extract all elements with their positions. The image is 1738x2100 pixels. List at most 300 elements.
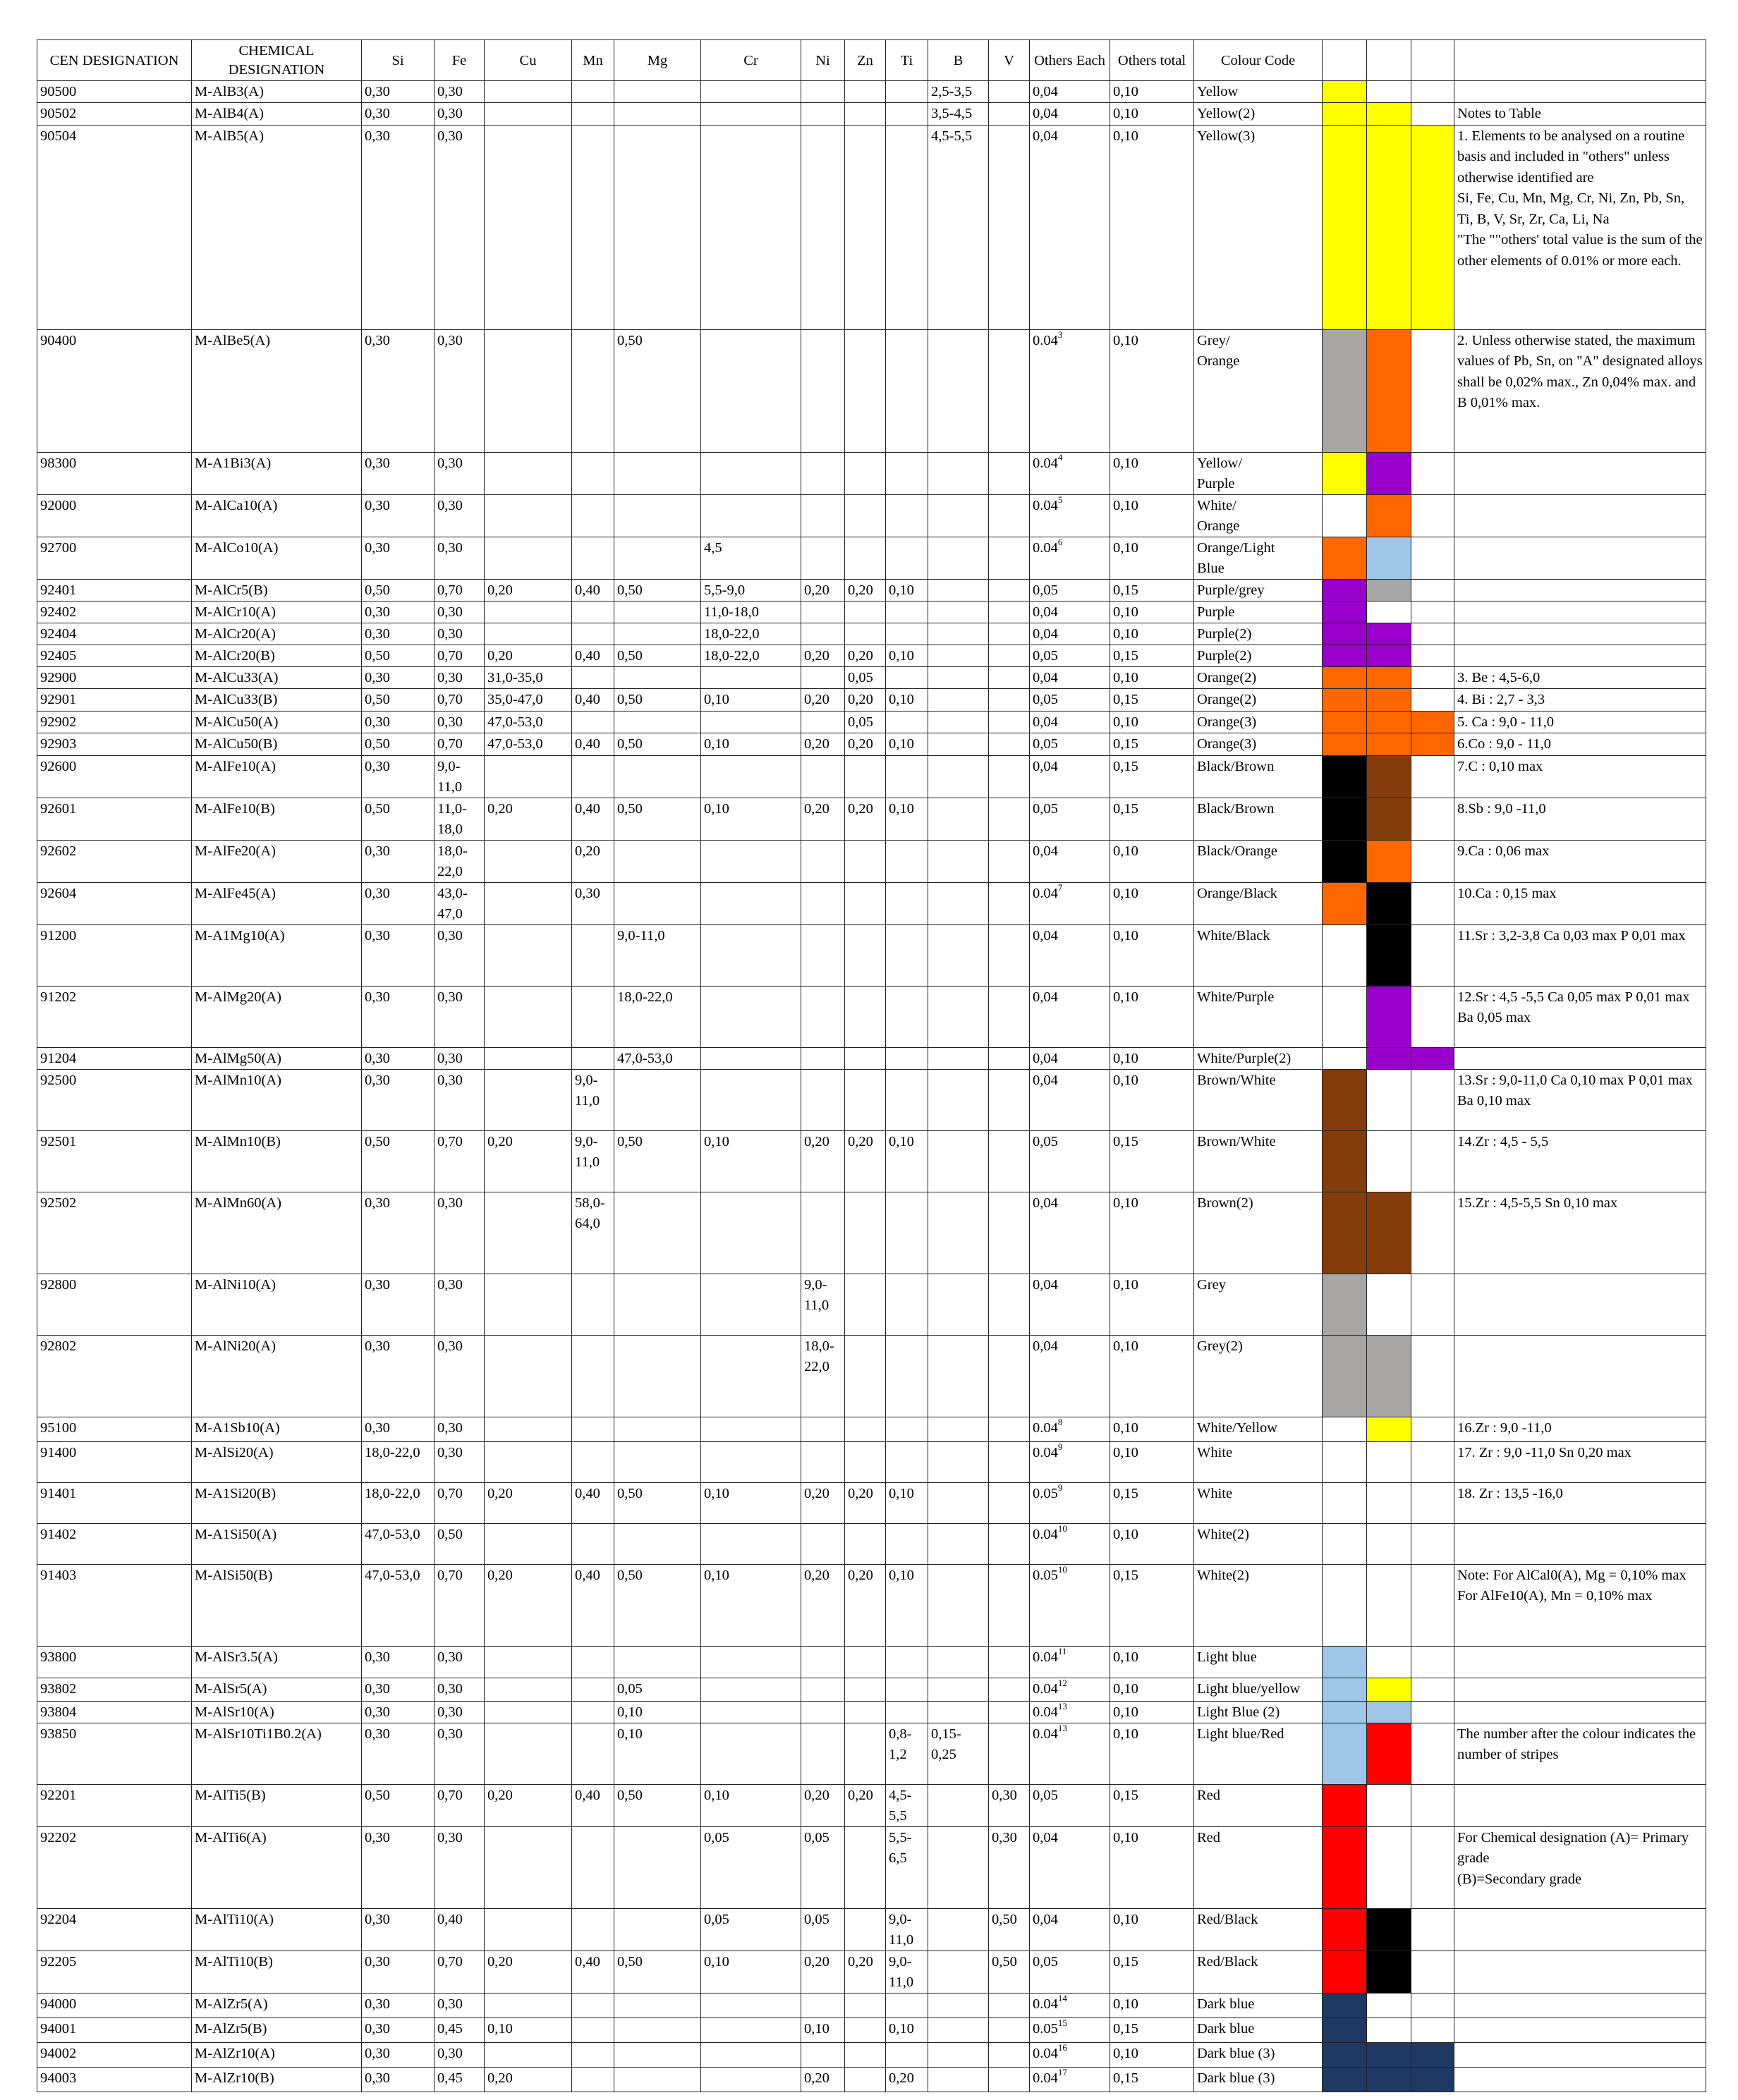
- colour-stripe-1: [1323, 1417, 1367, 1441]
- cr-cell: [701, 1274, 801, 1335]
- colour-stripe-2: [1367, 1951, 1411, 1993]
- cell-text: 0.04: [1033, 332, 1058, 348]
- cell-text: M-A1Bi3(A): [195, 455, 272, 471]
- b-cell: [928, 2067, 989, 2092]
- cell-text: Orange: [1197, 353, 1240, 369]
- v-cell: [989, 733, 1030, 756]
- cell-text: 91403: [40, 1567, 77, 1583]
- table-row: [37, 986, 1706, 1047]
- colour-code-cell: [1194, 1784, 1323, 1826]
- colour-stripe-1: [1323, 1993, 1367, 2017]
- cell-text: 0,50: [365, 692, 390, 707]
- chemical-designation-cell: [192, 537, 362, 579]
- ni-cell: [801, 329, 845, 452]
- cell-text: M-AlCr10(A): [195, 604, 276, 620]
- cell-text: Grey/: [1197, 332, 1230, 348]
- table-row: [37, 755, 1706, 798]
- colour-code-cell: [1194, 986, 1323, 1047]
- cr-cell: [701, 1047, 801, 1069]
- cen-designation-cell: [37, 1130, 192, 1192]
- v-cell: [989, 601, 1030, 623]
- colour-stripe-1: [1323, 1951, 1367, 1993]
- colour-code-cell: [1194, 494, 1323, 537]
- cell-text: 0,04: [1033, 1072, 1058, 1088]
- header-cell: Cr: [701, 40, 801, 81]
- cell-text: 0,50: [617, 800, 643, 817]
- b-cell: [928, 2042, 989, 2067]
- chemical-designation-cell: [192, 1993, 362, 2017]
- colour-stripe-3: [1411, 1417, 1454, 1441]
- b-cell: [928, 882, 989, 924]
- ni-cell: [801, 798, 845, 840]
- others-total-cell: [1110, 2067, 1194, 2092]
- cell-text: 0,10: [704, 1953, 729, 1970]
- cen-designation-cell: [37, 755, 192, 798]
- b-cell: [928, 1069, 989, 1130]
- zn-cell: [845, 1130, 886, 1192]
- b-cell: [928, 689, 989, 712]
- cen-designation-cell: [37, 1441, 192, 1482]
- cell-text: 0,50: [365, 1787, 390, 1803]
- cell-text: 0,30: [365, 2045, 390, 2061]
- ti-cell: [886, 711, 928, 733]
- cell-text: 4,5: [704, 539, 722, 556]
- cr-cell: [701, 2017, 801, 2042]
- cell-text: 0,10: [1113, 1276, 1138, 1293]
- cell-text: Yellow(2): [1197, 106, 1256, 121]
- note-cell: [1454, 924, 1706, 986]
- table-row: [37, 2042, 1706, 2067]
- colour-code-cell: [1194, 1482, 1323, 1523]
- cell-text: 92800: [40, 1276, 77, 1293]
- si-cell: [362, 1069, 435, 1130]
- cell-text: 0,30: [437, 1338, 463, 1354]
- colour-stripe-3: [1411, 601, 1454, 623]
- mg-cell: [614, 1047, 701, 1069]
- cell-text: 0,20: [848, 1485, 873, 1501]
- others-total-cell: [1110, 537, 1194, 579]
- cell-text: 11,0: [437, 779, 463, 795]
- cell-text: 0,30: [437, 1420, 463, 1436]
- colour-stripe-3: [1411, 689, 1454, 712]
- cell-text: 0.04: [1033, 455, 1058, 471]
- cell-text: 92901: [40, 692, 77, 707]
- mg-cell: [614, 1701, 701, 1723]
- cell-text: 0,30: [437, 1444, 463, 1460]
- cell-text: 22,0: [804, 1358, 830, 1374]
- table-row: [37, 882, 1706, 924]
- table-row: [37, 1701, 1706, 1723]
- si-cell: [362, 1482, 435, 1523]
- ti-cell: [886, 1130, 928, 1192]
- cell-text: 0,50: [992, 1953, 1017, 1970]
- cell-text: 0,15: [1113, 582, 1138, 598]
- cell-text: 11,0: [575, 1154, 600, 1170]
- colour-stripe-2: [1367, 1335, 1411, 1417]
- fe-cell: [435, 452, 485, 494]
- b-cell: [928, 1908, 989, 1951]
- others-total-cell: [1110, 689, 1194, 712]
- colour-stripe-1: [1323, 452, 1367, 494]
- zn-cell: [845, 537, 886, 579]
- others-each-cell: [1030, 1482, 1110, 1523]
- cr-cell: [701, 755, 801, 798]
- chemical-designation-cell: [192, 1701, 362, 1723]
- colour-stripe-3: [1411, 2067, 1454, 2092]
- others-each-cell: [1030, 798, 1110, 840]
- others-each-cell: [1030, 986, 1110, 1047]
- zn-cell: [845, 1069, 886, 1130]
- cell-text: M-AlBe5(A): [195, 332, 271, 348]
- cell-text: 0,45: [437, 2020, 463, 2037]
- colour-stripe-3: [1411, 537, 1454, 579]
- ni-cell: [801, 1130, 845, 1192]
- mn-cell: [572, 537, 614, 579]
- colour-stripe-1: [1323, 1192, 1367, 1274]
- v-cell: [989, 882, 1030, 924]
- colour-stripe-3: [1411, 1993, 1454, 2017]
- ti-cell: [886, 1701, 928, 1723]
- footnote-reference: 14: [1057, 1993, 1067, 2003]
- mn-cell: [572, 1826, 614, 1908]
- v-cell: [989, 623, 1030, 645]
- cell-text: 0,10: [1113, 1195, 1138, 1211]
- cu-cell: [485, 1523, 572, 1564]
- fe-cell: [435, 1723, 485, 1784]
- mg-cell: [614, 1678, 701, 1701]
- cell-text: 0,04: [1033, 989, 1058, 1005]
- cell-text: 11,0: [889, 1974, 914, 1990]
- colour-code-cell: [1194, 1417, 1323, 1441]
- ni-cell: [801, 1192, 845, 1274]
- cu-cell: [485, 1908, 572, 1951]
- mg-cell: [614, 1564, 701, 1646]
- cell-text: 90500: [40, 84, 77, 99]
- table-row: [37, 1723, 1706, 1784]
- cell-text: 0,05: [1033, 1787, 1058, 1803]
- cell-text: M-A1Si20(B): [195, 1485, 276, 1501]
- cell-text: 0,30: [365, 1726, 390, 1742]
- colour-stripe-3: [1411, 329, 1454, 452]
- ni-cell: [801, 81, 845, 103]
- ni-cell: [801, 1417, 845, 1441]
- cell-text: 92202: [40, 1829, 77, 1845]
- colour-stripe-2: [1367, 1130, 1411, 1192]
- cell-text: 0,45: [437, 2070, 463, 2086]
- cell-text: 0,30: [437, 1072, 463, 1088]
- v-cell: [989, 1523, 1030, 1564]
- si-cell: [362, 81, 435, 103]
- ti-cell: [886, 1908, 928, 1951]
- cen-designation-cell: [37, 1274, 192, 1335]
- ni-cell: [801, 1701, 845, 1723]
- mg-cell: [614, 1274, 701, 1335]
- fe-cell: [435, 986, 485, 1047]
- cell-text: 0,05: [1033, 692, 1058, 707]
- mg-cell: [614, 986, 701, 1047]
- cell-text: 0,50: [365, 582, 390, 598]
- cell-text: 0,10: [1113, 1680, 1138, 1697]
- mg-cell: [614, 1826, 701, 1908]
- cell-text: 18,0: [437, 821, 463, 837]
- cell-text: 0,04: [1033, 1338, 1058, 1354]
- colour-stripe-2: [1367, 537, 1411, 579]
- cell-text: 0,30: [365, 927, 390, 944]
- cell-text: Dark blue: [1197, 1996, 1255, 2012]
- cell-text: 0,30: [365, 84, 390, 99]
- zn-cell: [845, 711, 886, 733]
- colour-stripe-1: [1323, 882, 1367, 924]
- b-cell: [928, 666, 989, 689]
- cell-text: 0,8-: [889, 1726, 912, 1742]
- cell-text: 0,40: [437, 1911, 463, 1927]
- ti-cell: [886, 1678, 928, 1701]
- cell-text: Red: [1197, 1829, 1221, 1845]
- si-cell: [362, 1192, 435, 1274]
- cen-designation-cell: [37, 103, 192, 126]
- note-cell: [1454, 798, 1706, 840]
- cell-text: 0,10: [1113, 1996, 1138, 2012]
- zn-cell: [845, 103, 886, 126]
- mn-cell: [572, 452, 614, 494]
- cell-text: 91400: [40, 1444, 77, 1460]
- colour-stripe-2: [1367, 798, 1411, 840]
- footnote-reference: 9: [1057, 1441, 1063, 1452]
- others-each-cell: [1030, 2017, 1110, 2042]
- others-each-cell: [1030, 1678, 1110, 1701]
- mn-cell: [572, 1993, 614, 2017]
- fe-cell: [435, 1701, 485, 1723]
- cell-text: Red/Black: [1197, 1911, 1258, 1927]
- zn-cell: [845, 755, 886, 798]
- cell-text: 92000: [40, 497, 77, 513]
- chemical-designation-cell: [192, 1951, 362, 1993]
- cu-cell: [485, 81, 572, 103]
- colour-code-cell: [1194, 1723, 1323, 1784]
- fe-cell: [435, 579, 485, 601]
- cell-text: 0,10: [1113, 1829, 1138, 1845]
- cell-text: 47,0: [437, 905, 463, 922]
- cell-text: 0,15: [1113, 1133, 1138, 1149]
- others-each-cell: [1030, 1646, 1110, 1678]
- cell-text: 0,40: [575, 1953, 600, 1970]
- cell-text: 9,0-: [889, 1953, 912, 1970]
- cell-text: 0,70: [437, 582, 463, 598]
- cell-text: Orange/Light: [1197, 539, 1275, 556]
- si-cell: [362, 1274, 435, 1335]
- cell-text: 0,30: [365, 885, 390, 901]
- mn-cell: [572, 1678, 614, 1701]
- others-each-cell: [1030, 537, 1110, 579]
- cell-text: 0,15: [1113, 1953, 1138, 1970]
- table-row: [37, 125, 1706, 329]
- cell-text: 92600: [40, 758, 77, 774]
- si-cell: [362, 645, 435, 666]
- colour-stripe-3: [1411, 798, 1454, 840]
- fe-cell: [435, 1482, 485, 1523]
- others-each-cell: [1030, 1130, 1110, 1192]
- cell-text: 4,5-5,5: [931, 128, 973, 144]
- cell-text: 0,30: [437, 1680, 463, 1697]
- cell-text: 0,30: [437, 669, 463, 685]
- b-cell: [928, 537, 989, 579]
- colour-stripe-1: [1323, 601, 1367, 623]
- zn-cell: [845, 1482, 886, 1523]
- cu-cell: [485, 924, 572, 986]
- others-total-cell: [1110, 1523, 1194, 1564]
- cell-text: Light blue/Red: [1197, 1726, 1284, 1742]
- cell-text: Black/Orange: [1197, 843, 1277, 859]
- cell-text: M-AlSr10Ti1B0.2(A): [195, 1726, 322, 1742]
- cell-text: Black/Brown: [1197, 758, 1275, 774]
- fe-cell: [435, 1130, 485, 1192]
- ni-cell: [801, 755, 845, 798]
- colour-stripe-3: [1411, 623, 1454, 645]
- v-cell: [989, 1646, 1030, 1678]
- chemical-designation-cell: [192, 733, 362, 756]
- ni-cell: [801, 840, 845, 882]
- note-cell: [1454, 1047, 1706, 1069]
- cen-designation-cell: [37, 1951, 192, 1993]
- cell-text: 0,70: [437, 736, 463, 752]
- cell-text: Light Blue (2): [1197, 1704, 1280, 1720]
- cell-text: M-AlTi6(A): [195, 1829, 267, 1845]
- cell-text: M-AlZr10(A): [195, 2045, 275, 2061]
- cell-text: 0,20: [804, 2070, 830, 2086]
- ti-cell: [886, 1784, 928, 1826]
- fe-cell: [435, 1047, 485, 1069]
- cell-text: White/Purple(2): [1197, 1050, 1292, 1066]
- cell-text: 0,10: [889, 1485, 914, 1501]
- cu-cell: [485, 1274, 572, 1335]
- cell-text: 11,0-: [437, 800, 467, 817]
- mg-cell: [614, 1908, 701, 1951]
- v-cell: [989, 329, 1030, 452]
- others-each-cell: [1030, 1335, 1110, 1417]
- cr-cell: [701, 1908, 801, 1951]
- colour-code-cell: [1194, 1069, 1323, 1130]
- mg-cell: [614, 1523, 701, 1564]
- note-cell: [1454, 1564, 1706, 1646]
- cell-text: M-A1Sb10(A): [195, 1420, 280, 1436]
- cell-text: 9,0-11,0: [617, 927, 665, 944]
- cell-text: 0,50: [365, 736, 390, 752]
- v-cell: [989, 1564, 1030, 1646]
- si-cell: [362, 711, 435, 733]
- cell-text: 0,20: [487, 582, 513, 598]
- cr-cell: [701, 1678, 801, 1701]
- cell-text: 5,5-9,0: [704, 582, 746, 598]
- v-cell: [989, 755, 1030, 798]
- colour-stripe-2: [1367, 81, 1411, 103]
- chemical-designation-cell: [192, 1523, 362, 1564]
- colour-stripe-2: [1367, 623, 1411, 645]
- cell-text: 0,04: [1033, 1195, 1058, 1211]
- zn-cell: [845, 1784, 886, 1826]
- cell-text: Blue: [1197, 560, 1224, 576]
- chemical-designation-cell: [192, 645, 362, 666]
- cen-designation-cell: [37, 81, 192, 103]
- ni-cell: [801, 733, 845, 756]
- cell-text: 0,30: [365, 1420, 390, 1436]
- colour-stripe-3: [1411, 125, 1454, 329]
- v-cell: [989, 1678, 1030, 1701]
- cr-cell: [701, 537, 801, 579]
- chemical-designation-cell: [192, 1069, 362, 1130]
- v-cell: [989, 579, 1030, 601]
- cell-text: 0,05: [1033, 800, 1058, 817]
- cell-text: 0,10: [1113, 843, 1138, 859]
- v-cell: [989, 125, 1030, 329]
- table-body: [37, 81, 1706, 2092]
- colour-code-cell: [1194, 537, 1323, 579]
- cell-text: 11,0-18,0: [704, 604, 759, 620]
- cell-text: 0,10: [1113, 1338, 1138, 1354]
- colour-stripe-3: [1411, 1130, 1454, 1192]
- b-cell: [928, 1826, 989, 1908]
- mg-cell: [614, 1784, 701, 1826]
- cell-text: 0,04: [1033, 927, 1058, 944]
- table-row: [37, 452, 1706, 494]
- cell-text: 47,0-53,0: [487, 736, 543, 752]
- table-row: [37, 1951, 1706, 1993]
- fe-cell: [435, 329, 485, 452]
- cell-text: M-AlNi20(A): [195, 1338, 276, 1354]
- ti-cell: [886, 882, 928, 924]
- others-each-cell: [1030, 452, 1110, 494]
- cell-text: 0,20: [804, 1567, 830, 1583]
- cr-cell: [701, 1130, 801, 1192]
- ni-cell: [801, 1047, 845, 1069]
- cell-text: 0,10: [1113, 455, 1138, 471]
- colour-stripe-1: [1323, 755, 1367, 798]
- cr-cell: [701, 452, 801, 494]
- cell-text: 0,50: [617, 1787, 643, 1803]
- others-each-cell: [1030, 1993, 1110, 2017]
- footnote-reference: 7: [1057, 882, 1063, 893]
- v-cell: [989, 689, 1030, 712]
- colour-stripe-1: [1323, 1908, 1367, 1951]
- note-cell: [1454, 81, 1706, 103]
- cell-text: Red: [1197, 1787, 1221, 1803]
- header-cell: [1411, 40, 1454, 81]
- si-cell: [362, 1826, 435, 1908]
- cen-designation-cell: [37, 1723, 192, 1784]
- note-cell: [1454, 711, 1706, 733]
- chemical-designation-cell: [192, 329, 362, 452]
- mn-cell: [572, 1482, 614, 1523]
- mg-cell: [614, 689, 701, 712]
- cen-designation-cell: [37, 452, 192, 494]
- cell-text: 0,30: [365, 106, 390, 121]
- cell-text: 92401: [40, 582, 77, 598]
- mn-cell: [572, 1523, 614, 1564]
- cell-text: 0.04: [1033, 497, 1058, 513]
- ni-cell: [801, 537, 845, 579]
- colour-code-cell: [1194, 1047, 1323, 1069]
- cell-text: 0,20: [848, 692, 873, 707]
- cen-designation-cell: [37, 1701, 192, 1723]
- ti-cell: [886, 1646, 928, 1678]
- cell-text: Orange(3): [1197, 714, 1257, 730]
- colour-stripe-2: [1367, 1069, 1411, 1130]
- si-cell: [362, 755, 435, 798]
- others-total-cell: [1110, 840, 1194, 882]
- v-cell: [989, 2017, 1030, 2042]
- table-row: [37, 1274, 1706, 1335]
- v-cell: [989, 1951, 1030, 1993]
- cell-text: 0,10: [1113, 497, 1138, 513]
